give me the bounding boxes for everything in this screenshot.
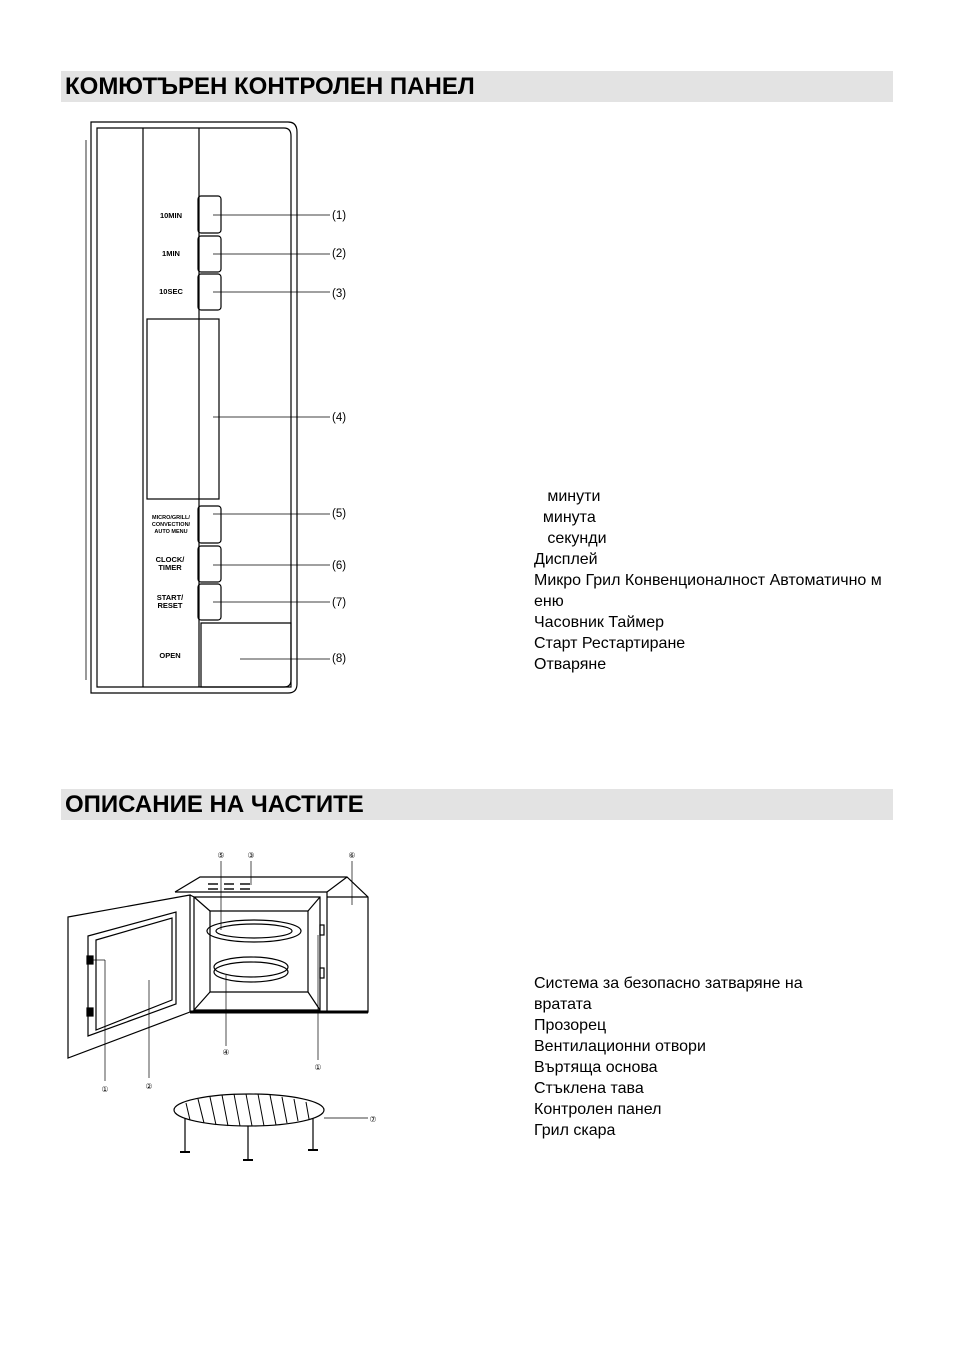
- legend-item: Грил скара: [534, 1122, 616, 1139]
- parts-callout-7: ⑦: [369, 1115, 377, 1124]
- callout-3: (3): [332, 288, 347, 300]
- callout-8: (8): [332, 653, 347, 665]
- label-open: OPEN: [159, 651, 181, 660]
- legend-item: Часовник Таймер: [534, 614, 665, 631]
- legend-item: Дисплей: [534, 551, 598, 568]
- callout-7: (7): [332, 597, 347, 609]
- callout-6: (6): [332, 560, 347, 572]
- callout-2: (2): [332, 248, 347, 260]
- microwave-parts-diagram: [68, 861, 368, 1160]
- legend-item: Микро Грил Конвенционалност Автоматично меню: [534, 572, 882, 610]
- label-mode-line2: CONVECTION/: [151, 522, 191, 528]
- legend-item: Стъклена тава: [534, 1080, 644, 1097]
- legend-item: минута: [534, 509, 596, 526]
- legend-item: Вентилационни отвори: [534, 1038, 706, 1055]
- section-header-parts: [61, 789, 893, 820]
- label-start-line1: START/: [156, 593, 184, 602]
- section-title: КОМЮТЪРЕН КОНТРОЛЕН ПАНЕЛ: [65, 73, 475, 100]
- legend-item: минути: [534, 488, 601, 505]
- legend-item: Старт Рестартиране: [534, 635, 686, 652]
- label-clock-line2: TIMER: [158, 563, 182, 572]
- parts-callout-4: ④: [222, 1048, 230, 1057]
- parts-callout-3: ③: [247, 851, 255, 860]
- label-10min: 10MIN: [159, 211, 183, 220]
- label-start-line2: RESET: [157, 601, 183, 610]
- parts-callout-1b: ①: [314, 1063, 322, 1072]
- label-mode-line1: MICRO/GRILL/: [152, 515, 190, 521]
- callout-5: (5): [332, 508, 347, 520]
- legend-item: Контролен панел: [534, 1101, 662, 1118]
- legend-item: Система за безопасно затваряне на вратата: [534, 975, 803, 1013]
- legend-item: Отваряне: [534, 656, 607, 673]
- label-10sec: 10SEC: [159, 287, 183, 296]
- parts-callout-1: ①: [101, 1085, 109, 1094]
- callout-1: (1): [332, 210, 347, 222]
- legend-item: Прозорец: [534, 1017, 607, 1034]
- legend-item: секунди: [534, 530, 607, 547]
- parts-callout-6: ⑥: [348, 851, 356, 860]
- label-clock-line1: CLOCK/: [155, 555, 185, 564]
- parts-callout-5: ⑤: [217, 851, 225, 860]
- parts-callout-2: ②: [145, 1082, 153, 1091]
- legend-item: Въртяща основа: [534, 1059, 658, 1076]
- parts-legend: [534, 973, 854, 1141]
- callout-4: (4): [332, 412, 347, 424]
- label-mode-line3: AUTO MENU: [154, 529, 188, 535]
- label-1min: 1MIN: [162, 249, 180, 258]
- section-title: ОПИСАНИЕ НА ЧАСТИТЕ: [65, 791, 364, 818]
- control-panel-legend: [534, 486, 894, 675]
